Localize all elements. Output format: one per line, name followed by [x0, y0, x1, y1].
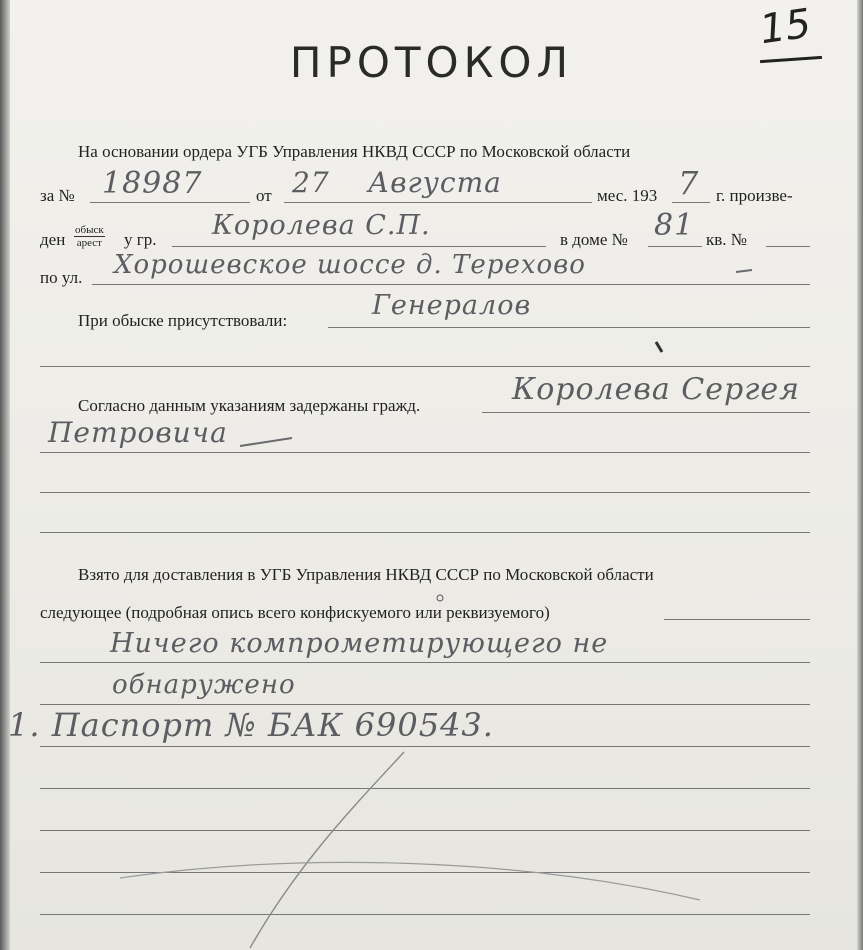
- pencil-diagonal-line: [250, 752, 404, 948]
- hw-citizen: Королева С.П.: [212, 210, 431, 241]
- label-citizen: у гр.: [124, 230, 157, 249]
- ink-tick: [656, 342, 662, 352]
- label-house-number: в доме №: [560, 230, 628, 249]
- hw-street: Хорошевское шоссе д. Терехово: [114, 250, 586, 280]
- label-street: по ул.: [40, 268, 83, 287]
- fraction-arrest: арест: [76, 237, 102, 249]
- hw-nothing-found: Ничего компрометирующего не: [110, 628, 609, 659]
- hw-passport-item: 1. Паспорт № БАК 690543.: [8, 706, 494, 744]
- hw-present: Генералов: [372, 290, 532, 321]
- hw-detained-line1: Королева Сергея: [512, 372, 800, 407]
- hw-year-digit: 7: [678, 164, 700, 202]
- order-basis-text: На основании ордера УГБ Управления НКВД СССР по Московской области: [78, 142, 631, 161]
- page-title: ПРОТОКОЛ: [289, 38, 574, 87]
- hw-found: обнаружено: [112, 670, 296, 700]
- fraction-search: обыск: [75, 224, 104, 236]
- label-order-number: за №: [40, 186, 75, 205]
- label-apartment: кв. №: [706, 230, 748, 249]
- label-produced-cont: ден: [40, 230, 66, 249]
- label-month-year: мес. 193: [597, 186, 658, 205]
- ink-dot: [437, 595, 443, 601]
- label-produced: г. произве-: [716, 186, 793, 205]
- underline-stroke: [240, 438, 292, 446]
- hw-order-number: 18987: [102, 166, 203, 201]
- page-number: 15: [757, 0, 814, 54]
- label-from: от: [256, 186, 272, 205]
- label-detained: Согласно данным указаниям задержаны гражд.: [78, 396, 421, 415]
- hw-day: 27: [292, 166, 330, 199]
- label-taken: Взято для доставления в УГБ Управления НКВД СССР по Московской области: [78, 565, 654, 584]
- label-present: При обыске присутствовали:: [78, 311, 288, 330]
- dash-stroke: [736, 270, 752, 272]
- label-following: следующее (подробная опись всего конфискуемого или реквизуемого): [40, 603, 550, 622]
- hw-detained-line2: Петровича: [48, 416, 228, 449]
- hw-month: Августа: [368, 166, 502, 199]
- pencil-curve: [120, 862, 700, 900]
- hw-house-number: 81: [654, 208, 695, 243]
